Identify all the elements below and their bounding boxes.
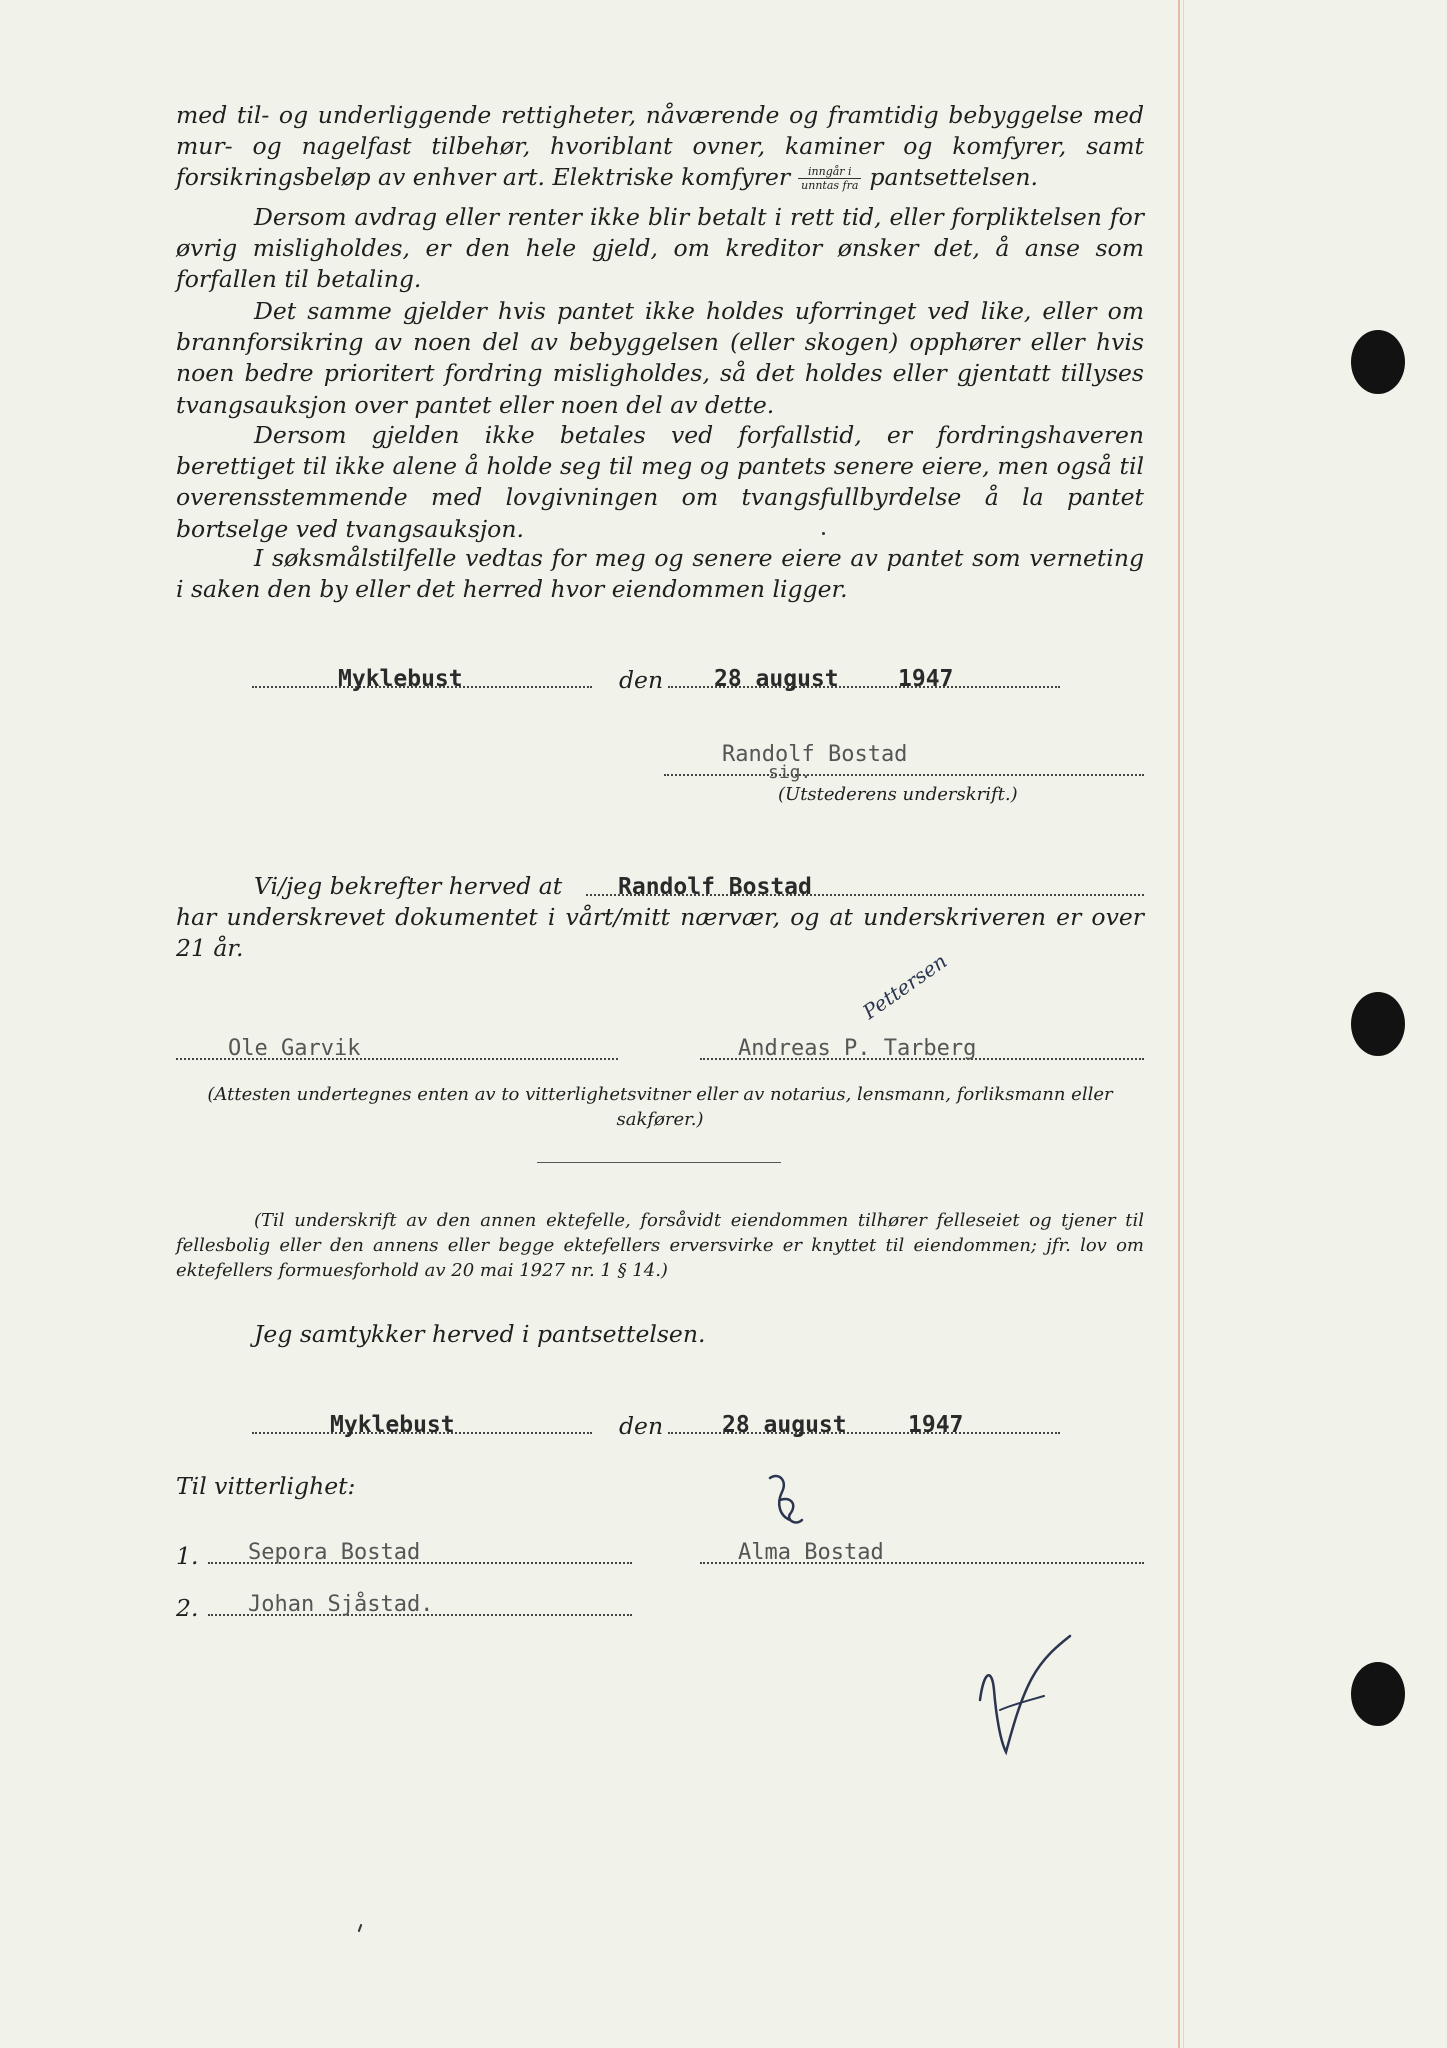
place-2: Myklebust	[330, 1412, 455, 1438]
fraction-choice	[798, 165, 861, 192]
paragraph-venue: I søksmålstilfelle vedtas for meg og senere eiere av pantet som verneting i saken den by eller det herred hvor eiendommen ligger.	[176, 544, 1144, 604]
date-1: 28 august	[714, 666, 839, 692]
fraction-bottom: unntas fra	[801, 179, 859, 193]
witness1-name: Ole Garvik	[228, 1036, 361, 1061]
witness2-name: Andreas P. Tarberg	[738, 1036, 977, 1061]
year-1: 1947	[898, 666, 954, 692]
issuer-signature-line	[664, 774, 1144, 776]
issuer-sig-note: sig.	[768, 762, 812, 783]
attest-prefix: Vi/jeg bekrefter herved at	[254, 872, 563, 900]
section-divider	[537, 1162, 781, 1163]
spouse-witness2-name: Johan Sjåstad.	[248, 1592, 434, 1617]
handwritten-initial-mark	[760, 1470, 820, 1540]
spouse-note: (Til underskrift av den annen ektefelle, forsåvidt eiendommen tilhører felleseiet og tjener til fellesbolig eller den annens eller begge ektefellers erversvirke er knyttet til eiendommen; jfr. lov om ektefellers formuesforhold av 20 mai 1927 nr. 1 § 14.)	[176, 1210, 1144, 1281]
paragraph-enforcement: Dersom gjelden ikke betales ved forfallstid, er fordringshaveren berettiget til ikke alene å holde seg til meg og pantets senere eiere, men også til overensstemmende med lovgivningen om tvangsfullbyrdelse å la pantet bortselge ved tvangsauksjon.	[176, 421, 1144, 543]
witness2-handwritten: Pettersen	[858, 948, 952, 1024]
consent-text: Jeg samtykker herved i pantsettelsen.	[254, 1320, 706, 1348]
stray-mark	[358, 1924, 363, 1932]
attest-name: Randolf Bostad	[618, 874, 812, 900]
handwritten-initial-signature	[970, 1630, 1080, 1760]
issuer-caption: (Utstederens underskrift.)	[778, 784, 1018, 805]
year-2: 1947	[908, 1412, 964, 1438]
punch-hole-middle	[1351, 992, 1405, 1056]
fraction-top: inngår i	[798, 165, 861, 179]
paragraph-maintenance: Det samme gjelder hvis pantet ikke holdes uforringet ved like, eller om brannforsikring av noen del av bebyggelsen (eller skogen) opphører eller hvis noen bedre prioritert fordring misligholdes, så det holdes eller gjentatt tillyses tvangsauksjon over pantet eller noen del av dette.	[176, 297, 1144, 419]
paragraph-default: Dersom avdrag eller renter ikke blir betalt i rett tid, eller forpliktelsen for øvrig misligholdes, er den hele gjeld, om kreditor ønsker det, å anse som forfallen til betaling.	[176, 203, 1144, 294]
den-label-1: den	[619, 666, 664, 694]
spouse-signature: Alma Bostad	[738, 1540, 884, 1565]
attest-note: (Attesten undertegnes enten av to vitterlighetsvitner eller av notarius, lensmann, forliksmann eller sakfører.)	[207, 1084, 1113, 1130]
punch-hole-bottom	[1351, 1662, 1405, 1726]
spouse-witness2-number: 2.	[176, 1594, 199, 1622]
spouse-witness1-number: 1.	[176, 1542, 199, 1570]
issuer-signature: Randolf Bostad	[722, 742, 908, 767]
margin-line	[1178, 0, 1180, 2048]
paragraph-rights	[176, 100, 1144, 194]
punch-hole-top	[1351, 330, 1405, 394]
paragraph-rights-end: pantsettelsen.	[869, 163, 1038, 192]
date-2: 28 august	[722, 1412, 847, 1438]
witness-label: Til vitterlighet:	[176, 1472, 356, 1500]
spouse-witness1-name: Sepora Bostad	[248, 1540, 421, 1565]
stray-dot	[822, 532, 825, 535]
margin-line-secondary	[1183, 0, 1184, 2048]
den-label-2: den	[619, 1412, 664, 1440]
place-1: Myklebust	[338, 666, 463, 692]
attest-text: har underskrevet dokumentet i vårt/mitt nærvær, og at underskriveren er over 21 år.	[176, 903, 1144, 963]
paragraph-rights-text: med til- og underliggende rettigheter, nåværende og framtidig bebyggelse med mur- og nagelfast tilbehør, hvoriblant ovner, kaminer og komfyrer, samt forsikringsbeløp av enhver art. Elektriske komfyrer	[176, 101, 1144, 192]
